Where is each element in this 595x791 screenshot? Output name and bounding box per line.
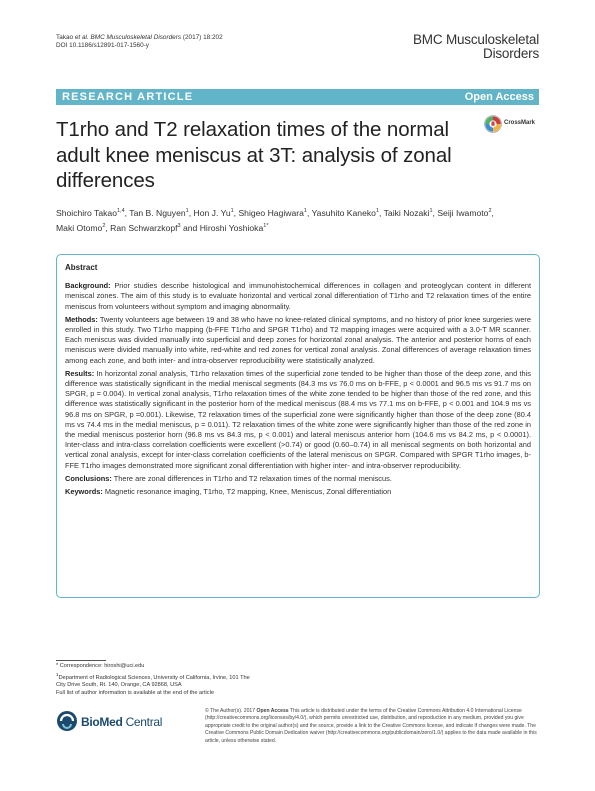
- author-name: Hiroshi Yoshioka: [199, 222, 264, 233]
- background-text: Prior studies describe histological and immunohistochemical differences in collagen and proteoglycan content in different meniscal zones. The aim of this study is to evaluate horizontal and vertical zonal differentiation of T1rho and T2 relaxation times of the entire meniscus from volunteers without symptom and imaging abnormality.: [65, 281, 531, 311]
- article-type-label: RESEARCH ARTICLE: [62, 91, 194, 103]
- author-name: Hon J. Yu: [193, 207, 231, 218]
- results-label: Results:: [65, 368, 95, 378]
- copyright: © The Author(s). 2017: [205, 708, 256, 714]
- author-affiliation: 1: [303, 208, 307, 214]
- author-name: Seiji Iwamoto: [437, 207, 489, 218]
- crossmark-button[interactable]: [484, 113, 542, 135]
- author-affiliation: 1: [429, 208, 433, 214]
- author-name: Ran Schwarzkopf: [110, 222, 178, 233]
- methods-text: Twenty volunteers age between 19 and 38 who have no knee-related clinical symptoms, and no history of prior knee surgeries were enrolled in this study. Two T1rho mapping (b-FFE T1rho and SPGR T1rho) and T2 mapping images were acquired with a 3.0-T MR scanner. Each meniscus was divided manually into superficial and deep zones for horizontal zonal analysis. The anterior and posterior horns of each meniscus were divided manually into white, red-white and red zones for vertical zonal analysis. Zonal differences of average relaxation times among each zone, and both inter- and intra-observer reproducibility were statistically analyzed.: [65, 314, 531, 365]
- logo-text-regular: Central: [122, 715, 163, 729]
- journal-name-line1: BMC Musculoskeletal: [413, 32, 539, 47]
- logo-text-bold: BioMed: [81, 715, 123, 729]
- affiliation-line-1: [56, 671, 296, 683]
- author-affiliation: 1: [230, 208, 234, 214]
- correspondence: * Correspondence: hiroshi@uci.edu: [56, 663, 145, 669]
- article-type-banner: [56, 89, 539, 105]
- license-body: This article is distributed under the terms of the Creative Commons Attribution 4.0 International License (http://creativecommons.org/licenses/by/4.0/), which permits unrestricted use, distribution, and reproduction in any medium, provided you give appropriate credit to the original author(s) and the source, provide a link to the Creative Commons license, and indicate if changes were made. The Creative Commons Public Domain Dedication waiver (http://creativecommons.org/publicdomain/zero/1.0/) applies to the data made available in this article, unless otherwise stated.: [205, 708, 537, 744]
- conclusions-text: There are zonal differences in T1rho and T2 relaxation times of the normal meniscus.: [113, 473, 392, 483]
- author-name: Tan B. Nguyen: [129, 207, 186, 218]
- author-line-2: Maki Otomo$^2$, Ran Schwarzkopf$^3$ and Hiroshi Yoshioka$^{1*}$: [56, 222, 269, 233]
- author-info-note: Full list of author information is available at the end of the article: [56, 690, 214, 697]
- background-label: Background:: [65, 281, 111, 291]
- biomed-central-logo[interactable]: [56, 710, 176, 736]
- abstract-background: [65, 281, 531, 312]
- abstract-keywords: [65, 487, 531, 497]
- citation-etal: et al.: [74, 34, 89, 41]
- footnote-divider: [56, 660, 106, 661]
- author-affiliation: 2: [102, 222, 106, 229]
- affiliation-sup: 1: [56, 671, 59, 677]
- footnotes: [56, 663, 296, 698]
- conclusions-label: Conclusions:: [65, 473, 112, 483]
- crossmark-label: CrossMark: [504, 120, 536, 126]
- biomed-central-logo-text: [81, 715, 162, 729]
- license-text: [205, 708, 540, 745]
- doi[interactable]: DOI 10.1186/s12891-017-1560-y: [56, 42, 149, 50]
- keywords-label: Keywords:: [65, 487, 103, 497]
- citation-line: [56, 34, 223, 42]
- abstract-box: [56, 254, 540, 598]
- abstract-heading: Abstract: [65, 263, 98, 272]
- author-affiliation: 1: [375, 208, 379, 214]
- author-affiliation: 1: [185, 208, 189, 214]
- abstract-methods: [65, 315, 531, 366]
- author-affiliation: 3: [177, 222, 181, 229]
- biomed-central-logo-icon: [56, 710, 78, 732]
- author-affiliation: 1*: [263, 222, 269, 229]
- citation-authors: Takao: [56, 34, 74, 41]
- author-name: Taiki Nozaki: [383, 207, 430, 218]
- journal-name-line2: Disorders: [483, 46, 539, 61]
- citation-year-volume: (2017) 18:202: [182, 34, 223, 41]
- open-access-label: Open Access: [464, 91, 534, 103]
- author-name: Maki Otomo: [56, 222, 103, 233]
- methods-label: Methods:: [65, 314, 98, 324]
- author-affiliation: 2: [488, 208, 492, 214]
- author-line-1: Shoichiro Takao$^{1,4}$, Tan B. Nguyen$^1$, Hon J. Yu$^1$, Shigeo Hagiwara$^1$, Yasuhito Kaneko$^1$, Taiki Nozaki$^1$, Seiji Iwamoto$^2$,: [56, 207, 494, 218]
- author-name: Yasuhito Kaneko: [311, 207, 376, 218]
- license-open-access: Open Access: [256, 708, 289, 714]
- author-name: Shigeo Hagiwara: [238, 207, 304, 218]
- citation-block: [56, 34, 223, 51]
- abstract-content: [65, 263, 531, 500]
- article-title: T1rho and T2 relaxation times of the normal adult knee meniscus at 3T: analysis of zonal differences: [56, 118, 452, 192]
- citation-journal: BMC Musculoskeletal Disorders: [90, 34, 182, 41]
- keywords-text: Magnetic resonance imaging, T1rho, T2 mapping, Knee, Meniscus, Zonal differentiation: [104, 487, 392, 497]
- author-list: [56, 205, 544, 235]
- crossmark-icon: [484, 115, 502, 133]
- affiliation-line-2: City Drive South, Rt. 140, Orange, CA 92868, USA: [56, 682, 182, 689]
- affiliation-text: Department of Radiological Sciences, University of California, Irvine, 101 The: [58, 674, 250, 681]
- abstract-results: [65, 369, 531, 471]
- author-name: Shoichiro Takao: [56, 207, 117, 218]
- author-affiliation: 1,4: [117, 208, 125, 214]
- abstract-conclusions: [65, 474, 531, 484]
- journal-name: [413, 33, 539, 61]
- results-text: In horizontal zonal analysis, T1rho relaxation times of the superficial zone tended to be higher than those of the deep zone, and this difference was statistically significant in the medial meniscal segments (84.3 ms vs 76.0 ms on b-FFE, p < 0.0001 and 96.5 ms vs 91.7 ms on SPGR, p = 0.004). In vertical zonal analysis, T1rho relaxation times of the white zone tended to be higher than those of the red zone, and this difference was statistically significant in the posterior horn of the medical meniscus (88.4 ms vs 77.1 ms on b-FFE, p < 0.001 and 104.9 ms vs 96.8 ms on SPGR, p =0.001). Likewise, T2 relaxation times of the superficial zone were significantly higher than those of the deep zone (80.4 ms vs 74.4 ms in the medial meniscus, p = 0.011). T2 relaxation times of the white zone were significantly higher than those of the red zone in the medial meniscus posterior horn (96.8 ms vs 84.3 ms, p < 0.001) and lateral meniscus anterior horn (104.6 ms vs 84.2 ms, p < 0.0001). Inter-class and intra-class correlation coefficients were excellent (>0.74) or good (0.60–0.74) in all meniscal segments on both horizontal and vertical zonal analysis, except for inter-class correlation coefficients of the lateral meniscus on SPGR. Compared with SPGR T1rho images, b-FFE T1rho images demonstrated more significant zonal differentiation with higher inter- and intra-observer reproducibility.: [65, 368, 531, 470]
